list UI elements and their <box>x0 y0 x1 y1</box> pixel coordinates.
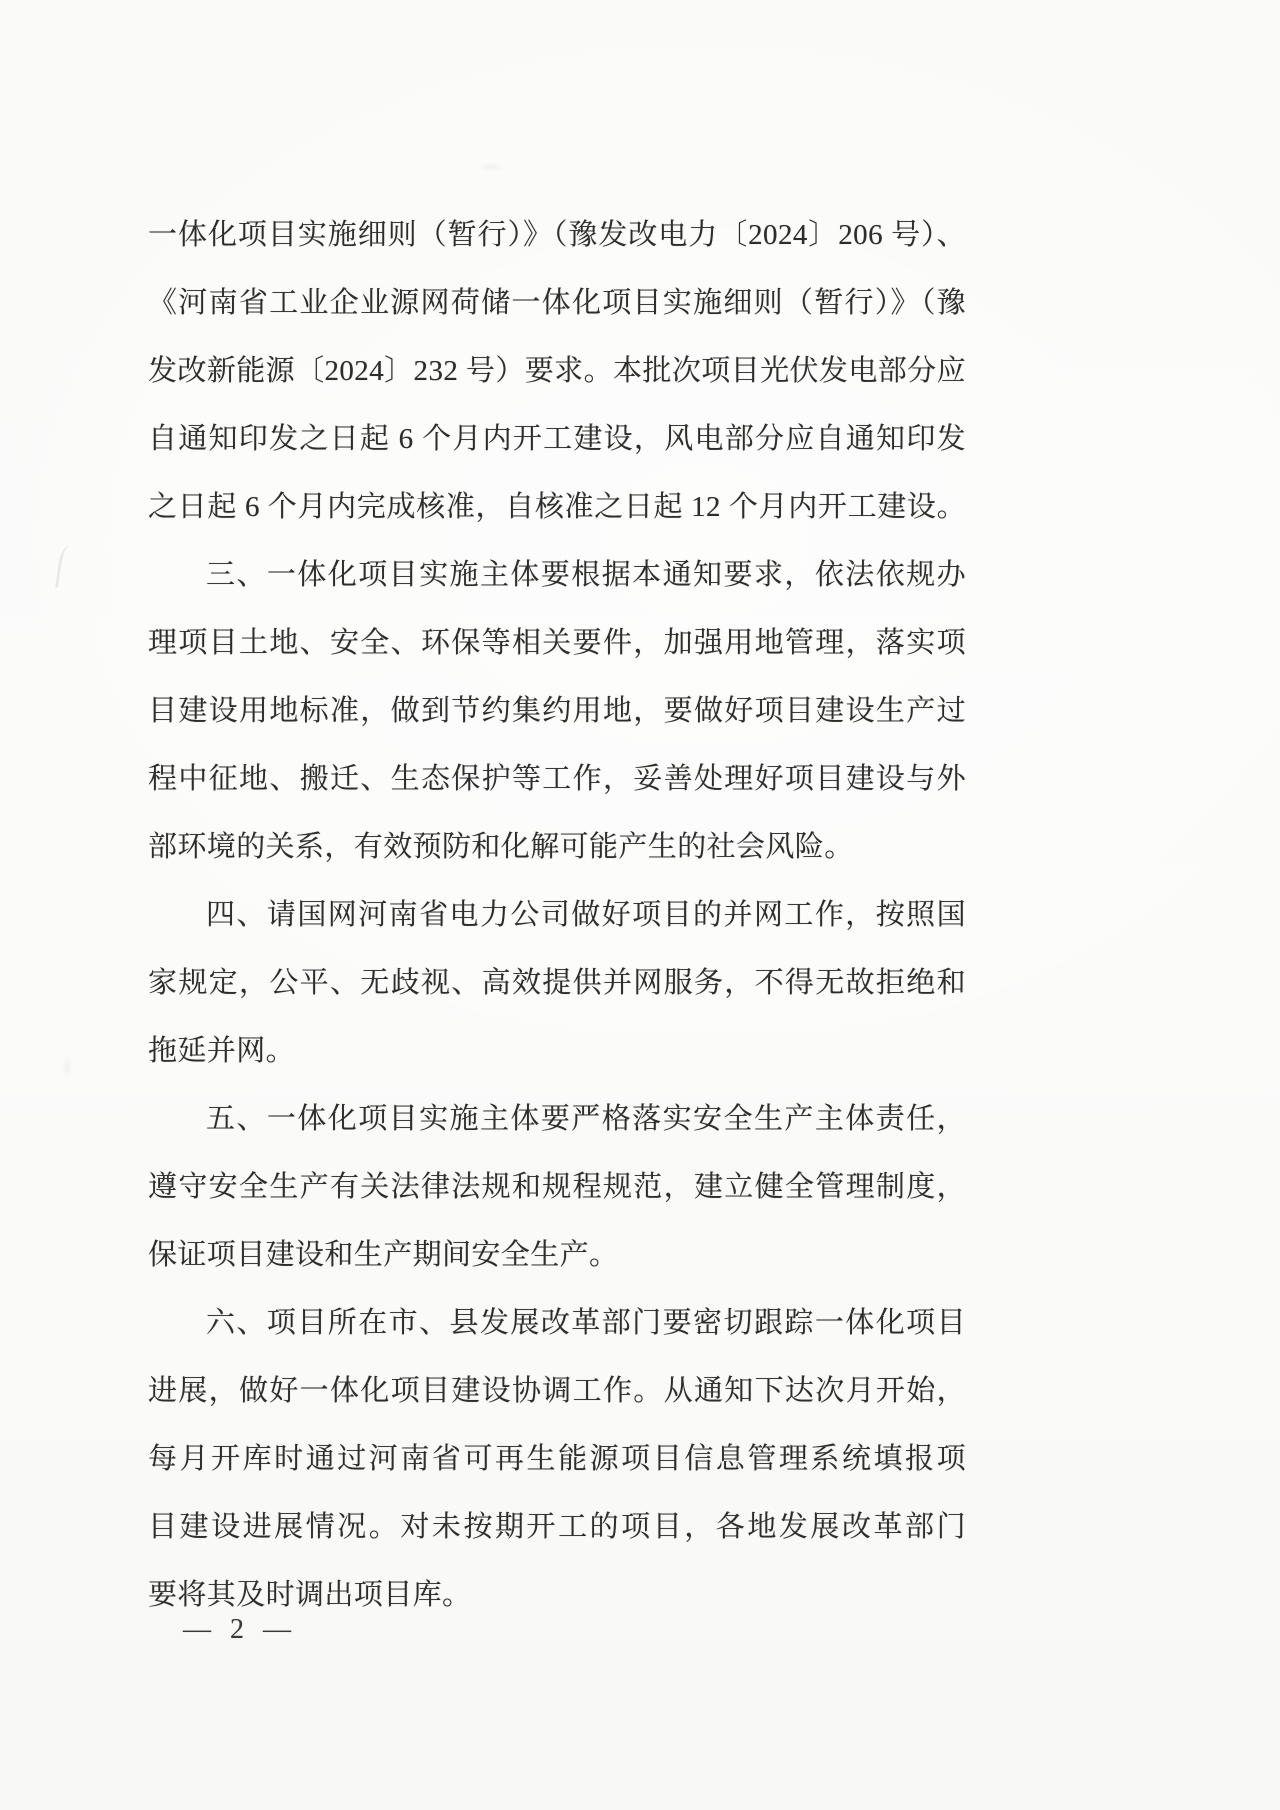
text-line: 家规定，公平、无歧视、高效提供并网服务，不得无故拒绝和 <box>148 967 966 999</box>
text-line: 自通知印发之日起 6 个月内开工建设，风电部分应自通知印发 <box>148 423 966 455</box>
text-line: 进展，做好一体化项目建设协调工作。从通知下达次月开始， <box>148 1375 966 1407</box>
text-line: 三、一体化项目实施主体要根据本通知要求，依法依规办 <box>206 559 966 591</box>
text-line: 要将其及时调出项目库。 <box>148 1579 472 1611</box>
text-line: 目建设进展情况。对未按期开工的项目，各地发展改革部门 <box>148 1511 966 1543</box>
text-line: 部环境的关系，有效预防和化解可能产生的社会风险。 <box>148 831 854 863</box>
text-line: 六、项目所在市、县发展改革部门要密切跟踪一体化项目 <box>206 1307 966 1339</box>
text-line: 目建设用地标准，做到节约集约用地，要做好项目建设生产过 <box>148 695 966 727</box>
text-line: 五、一体化项目实施主体要严格落实安全生产主体责任， <box>206 1103 966 1135</box>
text-line: 四、请国网河南省电力公司做好项目的并网工作，按照国 <box>206 899 966 931</box>
text-line: 理项目土地、安全、环保等相关要件，加强用地管理，落实项 <box>148 627 966 659</box>
text-line: 程中征地、搬迁、生态保护等工作，妥善处理好项目建设与外 <box>148 763 966 795</box>
document-text <box>148 201 966 1629</box>
text-line: 每月开库时通过河南省可再生能源项目信息管理系统填报项 <box>148 1443 966 1475</box>
scan-artifact <box>55 544 80 590</box>
text-line: 一体化项目实施细则（暂行）》（豫发改电力〔2024〕206 号）、 <box>148 219 966 251</box>
scan-artifact <box>62 1054 72 1080</box>
text-line: 拖延并网。 <box>148 1035 296 1067</box>
text-line: 发改新能源〔2024〕232 号）要求。本批次项目光伏发电部分应 <box>148 355 966 387</box>
text-line: 《河南省工业企业源网荷储一体化项目实施细则（暂行）》（豫 <box>148 287 966 319</box>
text-line: 之日起 6 个月内完成核准，自核准之日起 12 个月内开工建设。 <box>148 491 966 523</box>
text-line: 保证项目建设和生产期间安全生产。 <box>148 1239 619 1271</box>
text-line: 遵守安全生产有关法律法规和规程规范，建立健全管理制度， <box>148 1171 966 1203</box>
page-number: — 2 — <box>183 1614 297 1645</box>
scan-artifact <box>478 162 504 172</box>
